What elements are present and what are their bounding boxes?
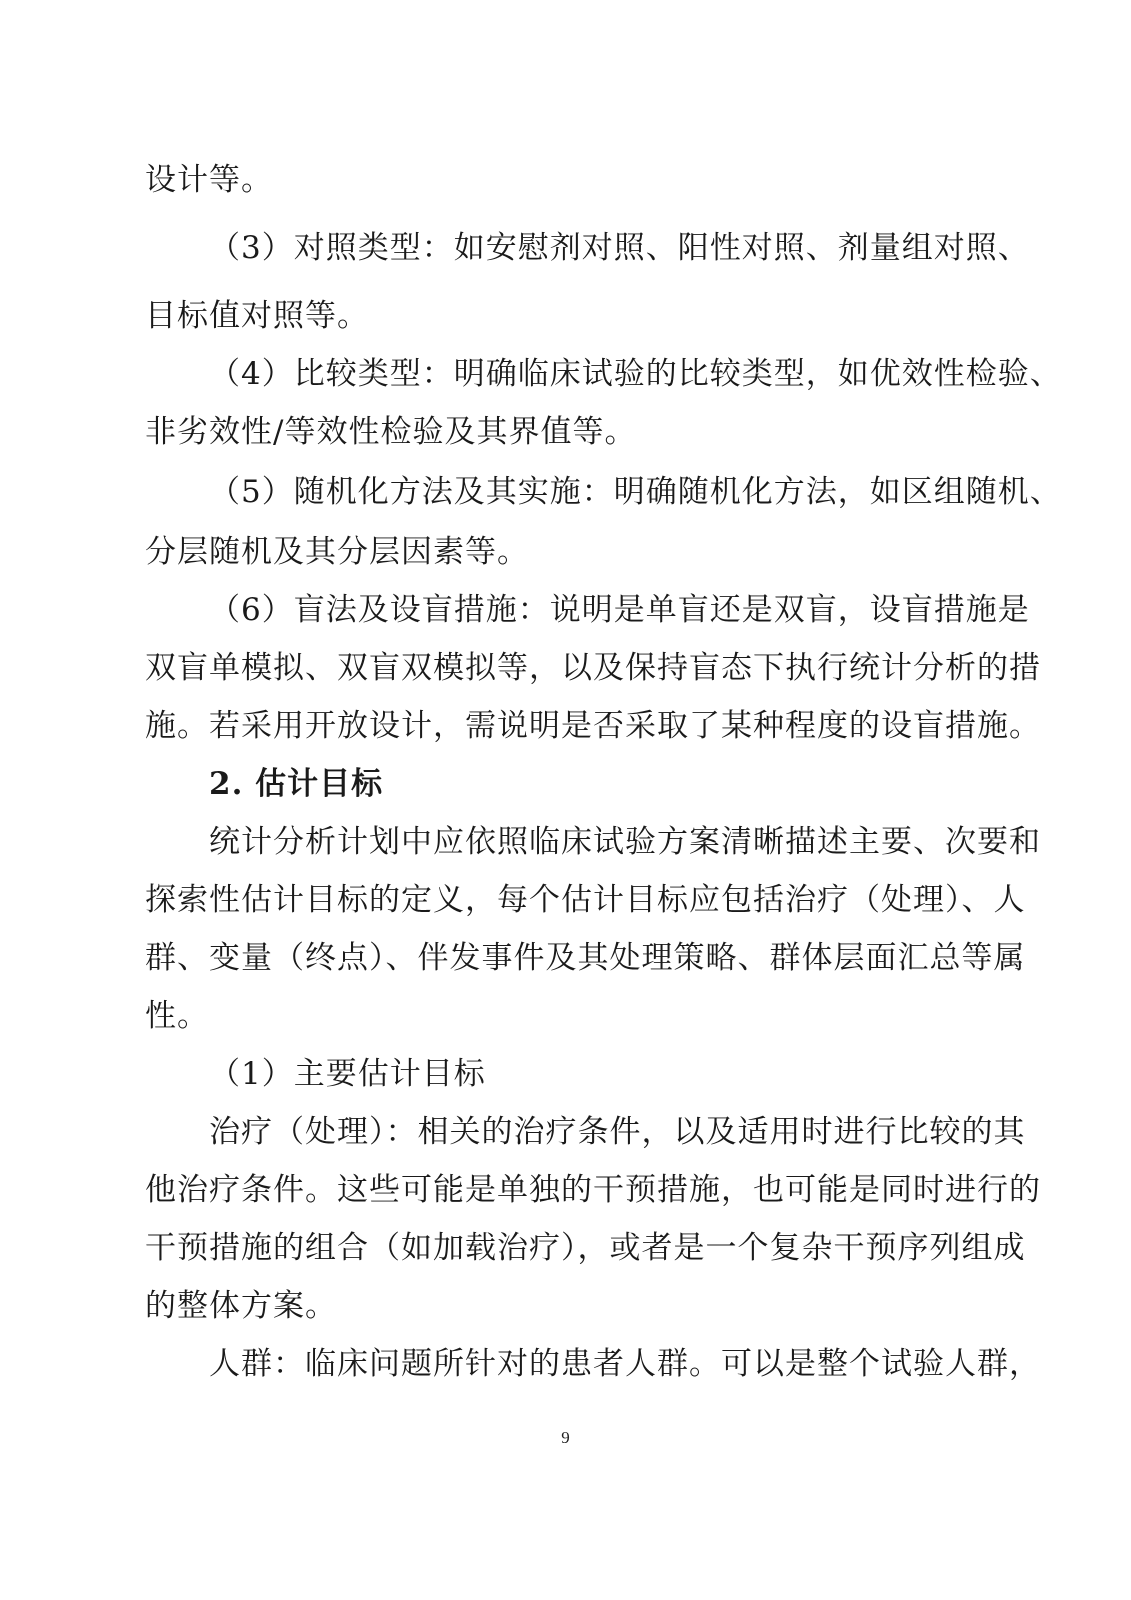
text-line: （3）对照类型：如安慰剂对照、阳性对照、剂量组对照、 [209,230,1030,266]
text-line: 分层随机及其分层因素等。 [145,534,529,570]
text-line: （4）比较类型：明确临床试验的比较类型，如优效性检验、 [209,356,1062,392]
text-line: （6）盲法及设盲措施：说明是单盲还是双盲，设盲措施是 [209,592,1030,628]
text-line: 治疗（处理）：相关的治疗条件，以及适用时进行比较的其 [209,1114,1026,1150]
text-line: 双盲单模拟、双盲双模拟等，以及保持盲态下执行统计分析的措 [145,650,1041,686]
text-line: 群、变量（终点）、伴发事件及其处理策略、群体层面汇总等属 [145,940,1026,976]
page-number: 9 [561,1428,570,1447]
text-line: 他治疗条件。这些可能是单独的干预措施，也可能是同时进行的 [145,1172,1041,1208]
subsection-heading: （1）主要估计目标 [209,1056,486,1092]
text-line: 设计等。 [145,162,273,198]
text-line: 人群：临床问题所针对的患者人群。可以是整个试验人群， [209,1346,1041,1382]
text-line: 统计分析计划中应依照临床试验方案清晰描述主要、次要和 [209,824,1041,860]
text-line: 施。若采用开放设计，需说明是否采取了某种程度的设盲措施。 [145,708,1041,744]
text-line: 探索性估计目标的定义，每个估计目标应包括治疗（处理）、人 [145,882,1026,918]
text-line: 性。 [145,998,209,1034]
text-line: 目标值对照等。 [145,298,369,334]
text-line: （5）随机化方法及其实施：明确随机化方法，如区组随机、 [209,474,1062,510]
text-line: 干预措施的组合（如加载治疗），或者是一个复杂干预序列组成 [145,1230,1026,1266]
text-line: 的整体方案。 [145,1288,337,1324]
text-line: 非劣效性/等效性检验及其界值等。 [145,414,637,450]
section-heading: 2. 估计目标 [209,766,384,802]
